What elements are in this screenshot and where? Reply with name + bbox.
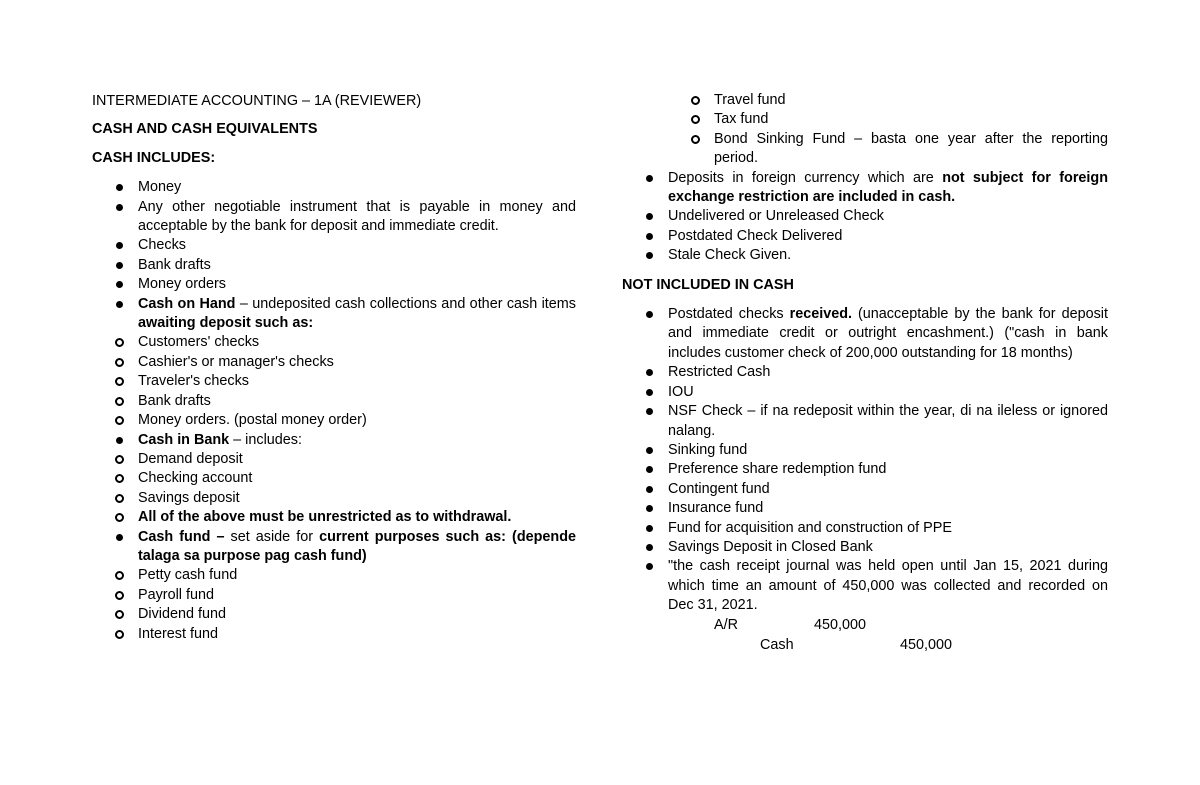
- cash-includes-list: [92, 178, 576, 644]
- circle-bullet-icon: [115, 338, 124, 347]
- list-item: Insurance fund: [668, 499, 1108, 518]
- list-item: IOU: [668, 383, 1108, 402]
- cash-fund-sublist-continued: [622, 91, 1108, 169]
- right-column: [622, 0, 1108, 656]
- list-item-cash-fund: Cash fund – set aside for current purposes such as: (depende talaga sa purpose pag cash fund) Petty cash fund Payroll fund Dividend fund Interest fund: [138, 528, 576, 644]
- sublist-item: Money orders. (postal money order): [138, 411, 576, 430]
- cash-on-hand-sublist: [92, 333, 576, 430]
- bullet-icon: [646, 447, 653, 454]
- bullet-icon: [646, 311, 653, 318]
- bullet-icon: [646, 525, 653, 532]
- journal-debit-amount: 450,000: [814, 616, 867, 633]
- bullet-icon: [646, 544, 653, 551]
- circle-bullet-icon: [115, 416, 124, 425]
- sublist-item: Petty cash fund: [138, 566, 576, 585]
- bullet-icon: [646, 408, 653, 415]
- circle-bullet-icon: [691, 96, 700, 105]
- circle-bullet-icon: [115, 455, 124, 464]
- sublist-item: Demand deposit: [138, 450, 576, 469]
- section-heading-cash-includes: CASH INCLUDES:: [92, 149, 216, 166]
- list-item: Restricted Cash: [668, 363, 1108, 382]
- bullet-icon: [116, 242, 123, 249]
- not-included-list: [622, 305, 1108, 656]
- bullet-icon: [646, 252, 653, 259]
- list-item: Undelivered or Unreleased Check: [668, 207, 1108, 226]
- list-item: Money orders: [138, 275, 576, 294]
- circle-bullet-icon: [115, 494, 124, 503]
- bullet-icon: [116, 184, 123, 191]
- left-column: [92, 0, 576, 644]
- sublist-item: Interest fund: [138, 625, 576, 644]
- cash-includes-list-continued: [622, 169, 1108, 266]
- bullet-icon: [646, 466, 653, 473]
- list-item-cash-in-bank: Cash in Bank – includes: Demand deposit Checking account Savings deposit All of the above must be unrestricted as to withdrawal.: [138, 431, 576, 528]
- list-item: Checks: [138, 236, 576, 255]
- cash-fund-sublist: [92, 566, 576, 644]
- list-item: Stale Check Given.: [668, 246, 1108, 265]
- bullet-icon: [116, 262, 123, 269]
- circle-bullet-icon: [115, 591, 124, 600]
- bullet-icon: [116, 437, 123, 444]
- circle-bullet-icon: [115, 630, 124, 639]
- sublist-item: Savings deposit: [138, 489, 576, 508]
- list-item: Sinking fund: [668, 441, 1108, 460]
- journal-credit-account: Cash: [760, 636, 794, 653]
- cash-in-bank-sublist: [92, 450, 576, 528]
- sublist-item: Checking account: [138, 469, 576, 488]
- list-item: Savings Deposit in Closed Bank: [668, 538, 1108, 557]
- bullet-icon: [116, 534, 123, 541]
- sublist-item-note: All of the above must be unrestricted as to withdrawal.: [138, 508, 576, 527]
- bullet-icon: [116, 204, 123, 211]
- journal-debit-account: A/R: [714, 616, 738, 633]
- bullet-icon: [646, 389, 653, 396]
- list-item: Bank drafts: [138, 256, 576, 275]
- sublist-item: Travel fund: [714, 91, 1108, 110]
- section-heading-cash-equivalents: CASH AND CASH EQUIVALENTS: [92, 121, 318, 138]
- sublist-item: Tax fund: [714, 110, 1108, 129]
- list-item: Money: [138, 178, 576, 197]
- bullet-icon: [646, 563, 653, 570]
- bullet-icon: [116, 281, 123, 288]
- list-item-cash-on-hand: Cash on Hand – undeposited cash collections and other cash items awaiting deposit such as: Customers' checks Cashier's or manager's checks Traveler's checks Bank drafts Money orders. (postal money order): [138, 295, 576, 431]
- bullet-icon: [646, 213, 653, 220]
- list-item: NSF Check – if na redeposit within the year, di na ileless or ignored nalang.: [668, 402, 1108, 441]
- circle-bullet-icon: [115, 358, 124, 367]
- sublist-item: Dividend fund: [138, 605, 576, 624]
- bullet-icon: [646, 369, 653, 376]
- journal-credit-amount: 450,000: [900, 636, 953, 653]
- section-heading-not-included: NOT INCLUDED IN CASH: [622, 276, 794, 293]
- bullet-icon: [646, 233, 653, 240]
- circle-bullet-icon: [691, 115, 700, 124]
- list-item: Contingent fund: [668, 480, 1108, 499]
- bullet-icon: [646, 505, 653, 512]
- journal-entry: [668, 616, 1108, 656]
- bullet-icon: [646, 486, 653, 493]
- bullet-icon: [646, 175, 653, 182]
- sublist-item: Cashier's or manager's checks: [138, 353, 576, 372]
- circle-bullet-icon: [115, 571, 124, 580]
- list-item: Postdated Check Delivered: [668, 227, 1108, 246]
- bullet-icon: [116, 301, 123, 308]
- circle-bullet-icon: [115, 377, 124, 386]
- circle-bullet-icon: [115, 610, 124, 619]
- list-item-postdated-received: Postdated checks received. (unacceptable by the bank for deposit and immediate credit or outright encashment.) ("cash in bank includes customer check of 200,000 outstanding for 18 months): [668, 305, 1108, 363]
- list-item: Fund for acquisition and construction of PPE: [668, 519, 1108, 538]
- circle-bullet-icon: [115, 397, 124, 406]
- list-item-journal-note: "the cash receipt journal was held open until Jan 15, 2021 during which time an amount of 450,000 was collected and recorded on Dec 31, 2021. A/R 450,000 Cash 450,000: [668, 557, 1108, 655]
- list-item-foreign-currency: Deposits in foreign currency which are not subject for foreign exchange restriction are included in cash.: [668, 169, 1108, 208]
- circle-bullet-icon: [691, 135, 700, 144]
- list-item: Preference share redemption fund: [668, 460, 1108, 479]
- circle-bullet-icon: [115, 474, 124, 483]
- sublist-item: Traveler's checks: [138, 372, 576, 391]
- document-title: INTERMEDIATE ACCOUNTING – 1A (REVIEWER): [92, 93, 422, 109]
- sublist-item: Customers' checks: [138, 333, 576, 352]
- sublist-item: Bank drafts: [138, 392, 576, 411]
- circle-bullet-icon: [115, 513, 124, 522]
- sublist-item: Payroll fund: [138, 586, 576, 605]
- list-item: Any other negotiable instrument that is payable in money and acceptable by the bank for deposit and immediate credit.: [138, 198, 576, 237]
- sublist-item: Bond Sinking Fund – basta one year after the reporting period.: [714, 130, 1108, 169]
